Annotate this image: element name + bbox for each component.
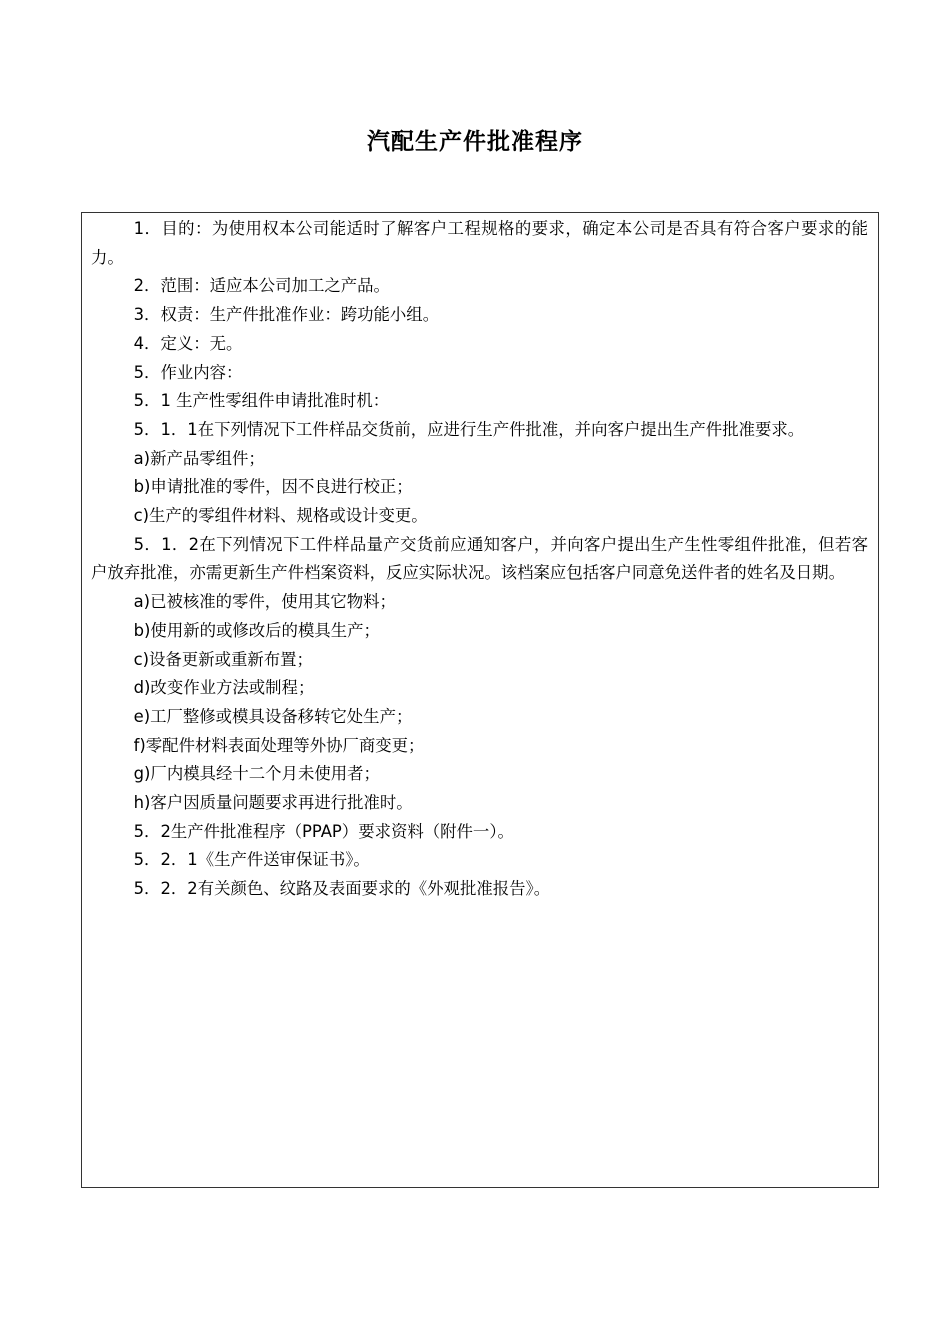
list-item: c)设备更新或重新布置； xyxy=(133,649,313,669)
document-title: 汽配生产件批准程序 xyxy=(367,128,583,155)
document-body xyxy=(82,213,878,904)
list-item: c)生产的零组件材料、规格或设计变更。 xyxy=(133,506,428,526)
list-item: a)新产品零组件； xyxy=(133,448,265,468)
paragraph-scope: 2．范围：适应本公司加工之产品。 xyxy=(133,276,390,296)
paragraph-section-5-2-1: 5．2．1《生产件送审保证书》。 xyxy=(133,850,370,870)
list-item: d)改变作业方法或制程； xyxy=(133,678,315,698)
list-item: h)客户因质量问题要求再进行批准时。 xyxy=(133,793,413,813)
content-box xyxy=(81,212,879,1188)
list-item: f)零配件材料表面处理等外协厂商变更； xyxy=(133,735,425,755)
list-item: e)工厂整修或模具设备移转它处生产； xyxy=(133,706,413,726)
paragraph-section-5-2: 5．2生产件批准程序（PPAP）要求资料（附件一）。 xyxy=(133,821,514,841)
list-item: g)厂内模具经十二个月未使用者； xyxy=(133,764,380,784)
paragraph-definition: 4．定义：无。 xyxy=(133,333,243,353)
list-item: a)已被核准的零件，使用其它物料； xyxy=(133,592,396,612)
paragraph-section-5-1-2: 5．1．2在下列情况下工件样品量产交货前应通知客户，并向客户提出生产生性零组件批准，但若客户放弃批准，亦需更新生产件档案资料，反应实际状况。该档案应包括客户同意免送件者的姓名及日期。 xyxy=(91,534,868,583)
list-item: b)申请批准的零件，因不良进行校正； xyxy=(133,477,413,497)
paragraph-purpose: 1．目的：为使用权本公司能适时了解客户工程规格的要求，确定本公司是否具有符合客户要求的能力。 xyxy=(91,219,868,267)
paragraph-section-5-1: 5．1 生产性零组件申请批准时机： xyxy=(133,391,390,411)
paragraph-section-5-1-1: 5．1．1在下列情况下工件样品交货前，应进行生产件批准，并向客户提出生产件批准要求。 xyxy=(133,419,805,439)
list-item: b)使用新的或修改后的模具生产； xyxy=(133,620,380,640)
paragraph-section-5-2-2: 5．2．2有关颜色、纹路及表面要求的《外观批准报告》。 xyxy=(133,879,551,899)
paragraph-work-content: 5．作业内容： xyxy=(133,362,243,382)
paragraph-responsibility: 3．权责：生产件批准作业：跨功能小组。 xyxy=(133,305,440,325)
